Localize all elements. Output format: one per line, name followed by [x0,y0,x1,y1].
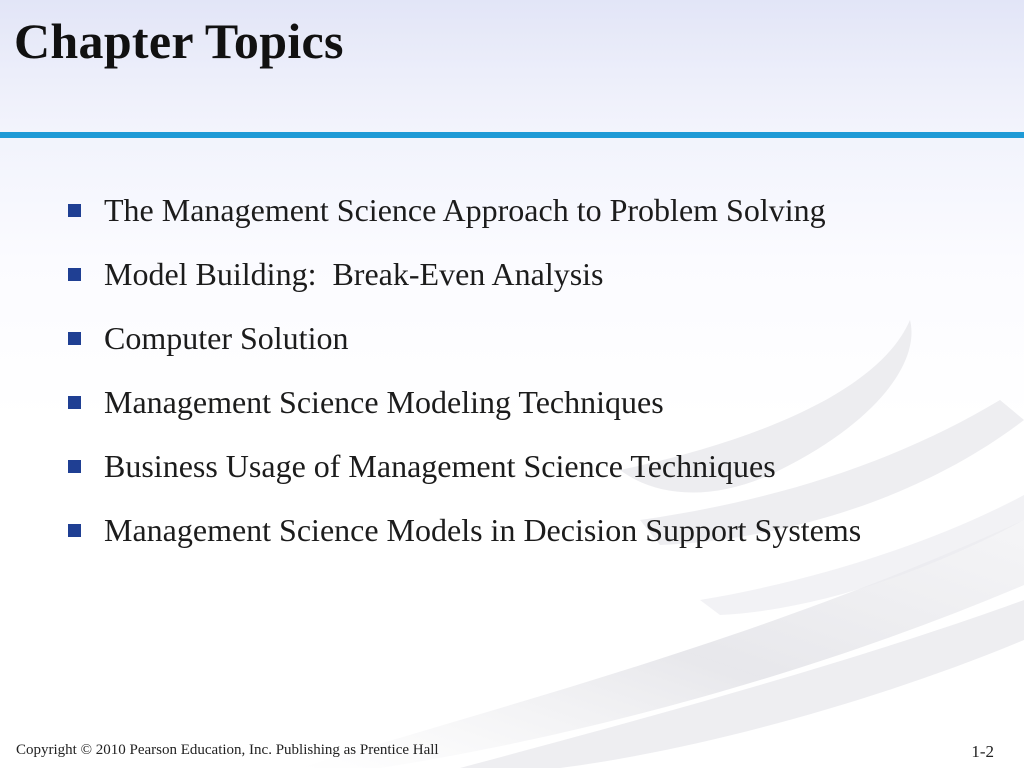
list-item [68,188,988,232]
list-item [68,444,988,488]
topic-list [68,188,988,572]
page-number: 1-2 [971,742,994,761]
topic-text: Business Usage of Management Science Techniques [104,448,776,484]
list-item [68,508,894,552]
copyright-notice: Copyright © 2010 Pearson Education, Inc. Publishing as Prentice Hall [16,742,439,758]
topic-text: Management Science Modeling Techniques [104,384,664,420]
square-bullet-icon [68,268,81,281]
list-item [68,380,988,424]
square-bullet-icon [68,396,81,409]
topic-text: Management Science Models in Decision Support Systems [104,512,862,548]
list-item [68,252,988,296]
topic-text: Model Building: Break-Even Analysis [104,256,604,292]
square-bullet-icon [68,204,81,217]
square-bullet-icon [68,332,81,345]
list-item [68,316,988,360]
square-bullet-icon [68,524,81,537]
topic-text: Computer Solution [104,320,349,356]
slide-title: Chapter Topics [14,13,344,69]
square-bullet-icon [68,460,81,473]
title-divider [0,132,1024,138]
topic-text: The Management Science Approach to Problem Solving [104,192,826,228]
